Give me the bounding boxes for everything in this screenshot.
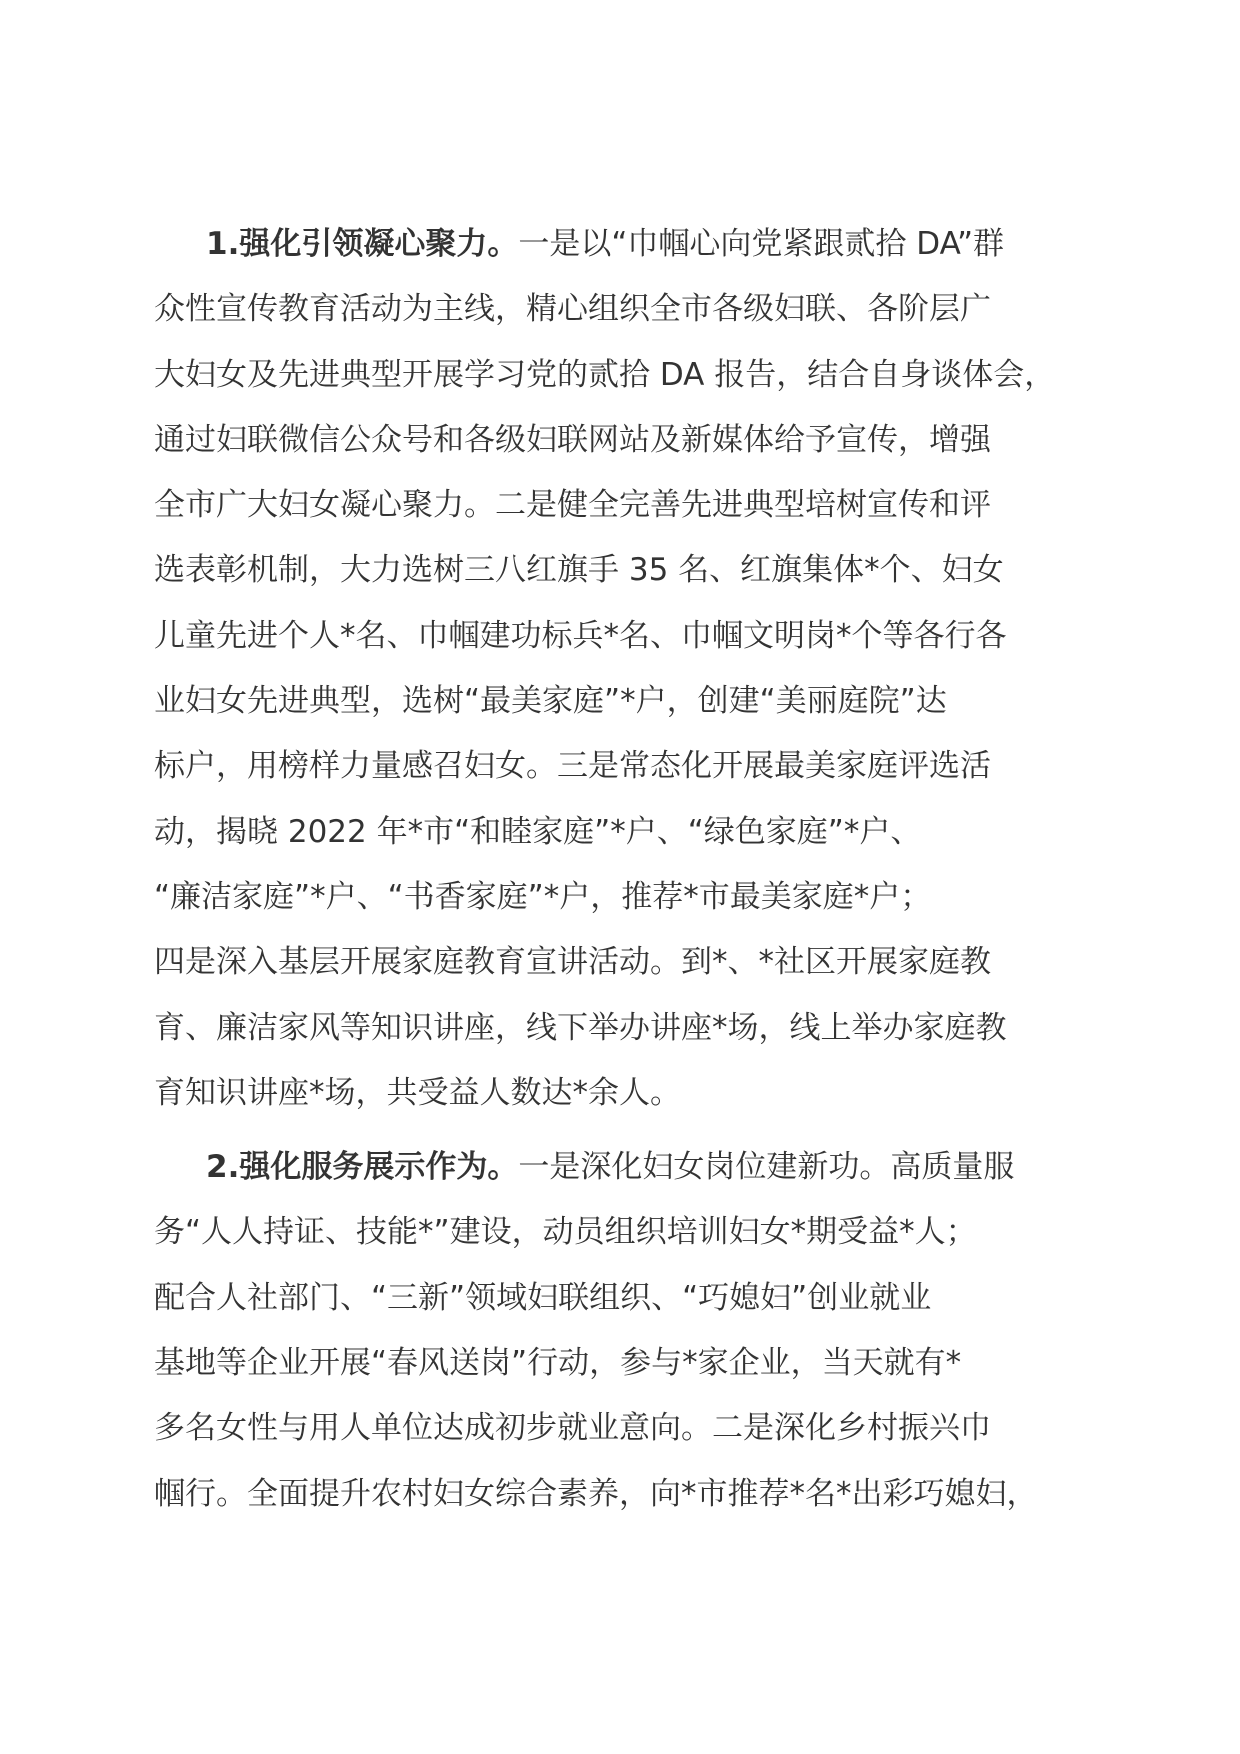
section1-line: 选表彰机制，大力选树三八红旗手 35 名、红旗集体*个、妇女: [154, 552, 1004, 589]
section1-line: 四是深入基层开展家庭教育宣讲活动。到*、*社区开展家庭教: [154, 944, 991, 981]
section2-line: 帼行。全面提升农村妇女综合素养，向*市推荐*名*出彩巧媳妇，: [154, 1475, 1038, 1512]
paragraph-gap: [154, 1126, 1114, 1135]
section1-line: 大妇女及先进典型开展学习党的贰拾 DA 报告，结合自身谈体会，: [154, 356, 1056, 393]
section2-line: 配合人社部门、“三新”领域妇联组织、“巧媳妇”创业就业: [154, 1279, 932, 1316]
document-body: [154, 212, 1114, 1527]
section1-line: 育知识讲座*场，共受益人数达*余人。: [154, 1074, 681, 1111]
section1-line: “廉洁家庭”*户、“书香家庭”*户，推荐*市最美家庭*户；: [154, 878, 932, 915]
section2-line: 务“人人持证、技能*”建设，动员组织培训妇女*期受益*人；: [154, 1214, 977, 1251]
section1-line: 业妇女先进典型，选树“最美家庭”*户，创建“美丽庭院”达: [154, 683, 947, 720]
section2-line: 基地等企业开展“春风送岗”行动，参与*家企业，当天就有*: [154, 1345, 962, 1382]
section2-line: 多名女性与用人单位达成初步就业意向。二是深化乡村振兴巾: [154, 1410, 991, 1447]
section1-line: 通过妇联微信公众号和各级妇联网站及新媒体给予宣传，增强: [154, 421, 991, 458]
section1-text: 一是以“巾帼心向党紧跟贰拾 DA”群: [518, 226, 1005, 262]
section1-line: 动，揭晓 2022 年*市“和睦家庭”*户、“绿色家庭”*户、: [154, 813, 922, 850]
section1-line: 全市广大妇女凝心聚力。二是健全完善先进典型培树宣传和评: [154, 487, 991, 524]
section1-line: 儿童先进个人*名、巾帼建功标兵*名、巾帼文明岗*个等各行各: [154, 617, 1007, 654]
section2-text: 一是深化妇女岗位建新功。高质量服: [518, 1149, 1015, 1186]
section1-heading: 1.强化引领凝心聚力。: [206, 226, 519, 262]
section2-heading: 2.强化服务展示作为。: [206, 1149, 519, 1186]
section2-first-line: [154, 1135, 1114, 1200]
section1-line: 标户，用榜样力量感召妇女。三是常态化开展最美家庭评选活: [154, 748, 991, 785]
section1-line: 育、廉洁家风等知识讲座，线下举办讲座*场，线上举办家庭教: [154, 1009, 1007, 1046]
section1-line: 众性宣传教育活动为主线，精心组织全市各级妇联、各阶层广: [154, 291, 991, 328]
section1-first-line: [154, 212, 1114, 277]
